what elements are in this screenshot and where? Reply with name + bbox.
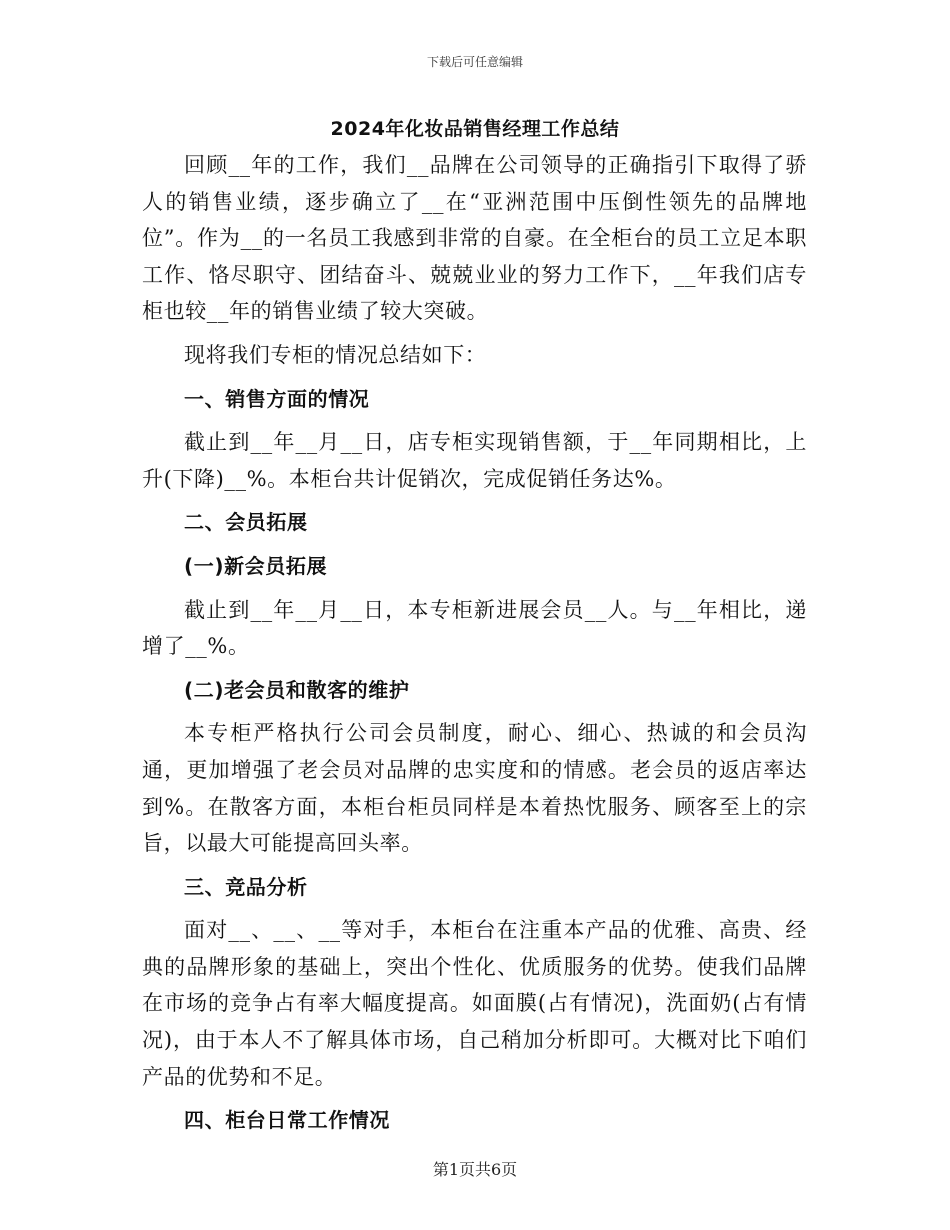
document-body [142,147,807,1139]
document-title: 2024年化妆品销售经理工作总结 [330,118,620,140]
page-header: 下载后可任意编辑 [426,55,523,69]
new-members-paragraph: 截止到__年__月__日，本专柜新进展会员__人。与__年相比，递增了__%。 [142,597,807,659]
subsection-heading-new-members: (一)新会员拓展 [184,553,328,578]
intro-paragraph: 回顾__年的工作，我们__品牌在公司领导的正确指引下取得了骄人的销售业绩，逐步确立了__在“亚洲范围中压倒性领先的品牌地位”。作为__的一名员工我感到非常的自豪。在全柜台的员工立足本职工作、恪尽职守、团结奋斗、兢兢业业的努力工作下，__年我们店专柜也较__年的销售业绩了较大突破。 [142,153,807,324]
competition-paragraph: 面对__、__、__等对手，本柜台在注重本产品的优雅、高贵、经典的品牌形象的基础上，突出个性化、优质服务的优势。使我们品牌在市场的竞争占有率大幅度提高。如面膜(占有情况)，洗面奶(占有情况)，由于本人不了解具体市场，自己稍加分析即可。大概对比下咱们产品的优势和不足。 [142,918,807,1089]
page-footer: 第1页共6页 [432,1160,518,1179]
summary-intro-paragraph: 现将我们专柜的情况总结如下： [184,342,487,367]
subsection-heading-old-members: (二)老会员和散客的维护 [184,677,410,702]
section-heading-sales: 一、销售方面的情况 [184,386,370,411]
sales-paragraph: 截止到__年__月__日，店专柜实现销售额，于__年同期相比，上升(下降)__%。本柜台共计促销次，完成促销任务达%。 [142,430,807,491]
section-heading-competition: 三、竞品分析 [184,874,308,899]
section-heading-members: 二、会员拓展 [184,510,308,535]
section-heading-daily-work: 四、柜台日常工作情况 [184,1108,390,1133]
old-members-paragraph: 本专柜严格执行公司会员制度，耐心、细心、热诚的和会员沟通，更加增强了老会员对品牌的忠实度和的情感。老会员的返店率达到%。在散客方面，本柜台柜员同样是本着热忱服务、顾客至上的宗旨，以最大可能提高回头率。 [142,721,807,856]
